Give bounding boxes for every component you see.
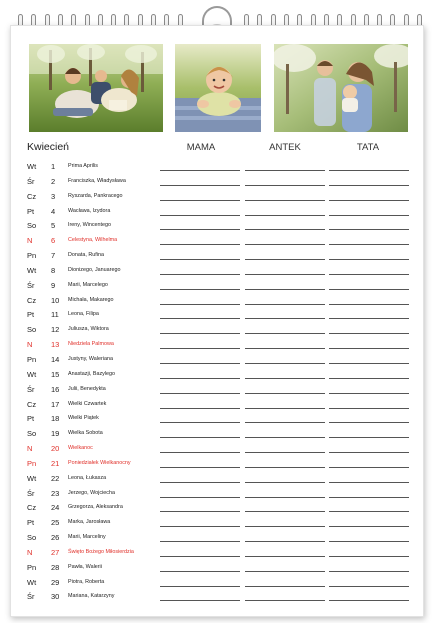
day-number: 21	[51, 458, 60, 468]
day-number: 26	[51, 533, 60, 543]
write-line-antek[interactable]	[245, 541, 325, 542]
write-line-antek[interactable]	[245, 600, 325, 601]
day-number: 9	[51, 280, 56, 290]
day-number: 15	[51, 369, 60, 379]
day-number: 23	[51, 488, 60, 498]
write-line-tata[interactable]	[329, 497, 409, 498]
write-line-mama[interactable]	[160, 422, 240, 423]
write-line-mama[interactable]	[160, 600, 240, 601]
day-row	[11, 575, 425, 590]
day-number: 1	[51, 162, 56, 171]
day-row	[11, 233, 425, 248]
weekday-abbrev: Pt	[27, 310, 35, 320]
weekday-abbrev: Cz	[27, 399, 37, 409]
write-line-antek[interactable]	[245, 422, 325, 423]
weekday-abbrev: Wt	[27, 265, 37, 275]
day-row	[11, 307, 425, 322]
day-number: 22	[51, 473, 60, 483]
family-photo-right	[274, 44, 408, 132]
day-row	[11, 278, 425, 293]
write-line-tata[interactable]	[329, 170, 409, 171]
write-line-tata[interactable]	[329, 259, 409, 260]
write-line-mama[interactable]	[160, 497, 240, 498]
write-line-mama[interactable]	[160, 378, 240, 379]
write-line-antek[interactable]	[245, 497, 325, 498]
weekday-abbrev: Śr	[27, 280, 35, 290]
write-line-mama[interactable]	[160, 571, 240, 572]
child-photo-middle	[175, 44, 261, 132]
name-day-text: Ireny, Wincentego	[68, 222, 112, 229]
write-line-tata[interactable]	[329, 318, 409, 319]
write-line-antek[interactable]	[245, 333, 325, 334]
weekday-abbrev: So	[27, 221, 37, 231]
day-number: 19	[51, 429, 60, 439]
write-line-mama[interactable]	[160, 482, 240, 483]
calendar-page	[10, 25, 424, 617]
write-line-mama[interactable]	[160, 200, 240, 201]
name-day-text: Donata, Rufina	[68, 252, 104, 259]
write-line-mama[interactable]	[160, 274, 240, 275]
day-row	[11, 545, 425, 560]
day-row	[11, 174, 425, 189]
weekday-abbrev: Śr	[27, 488, 35, 498]
write-line-mama[interactable]	[160, 541, 240, 542]
weekday-abbrev: Pn	[27, 458, 37, 468]
day-number: 30	[51, 592, 60, 602]
name-day-text: Wielki Czwartek	[68, 400, 107, 407]
write-line-mama[interactable]	[160, 393, 240, 394]
write-line-tata[interactable]	[329, 437, 409, 438]
write-line-antek[interactable]	[245, 571, 325, 572]
day-row	[11, 486, 425, 501]
day-number: 12	[51, 325, 60, 335]
write-line-antek[interactable]	[245, 393, 325, 394]
name-day-text: Celestyna, Wilhelma	[68, 237, 118, 244]
write-line-antek[interactable]	[245, 318, 325, 319]
day-number: 13	[51, 340, 60, 350]
write-line-antek[interactable]	[245, 304, 325, 305]
day-number: 6	[51, 236, 56, 246]
write-line-tata[interactable]	[329, 229, 409, 230]
name-day-text: Leona, Łukasza	[68, 474, 107, 481]
day-row	[11, 441, 425, 456]
day-number: 25	[51, 518, 60, 528]
name-day-text: Justyny, Waleriana	[68, 355, 113, 362]
day-list	[11, 159, 425, 604]
day-row	[11, 530, 425, 545]
day-row	[11, 159, 425, 174]
write-line-mama[interactable]	[160, 408, 240, 409]
weekday-abbrev: So	[27, 533, 37, 543]
write-line-tata[interactable]	[329, 600, 409, 601]
weekday-abbrev: Pt	[27, 206, 35, 216]
day-number: 3	[51, 191, 56, 201]
weekday-abbrev: Pn	[27, 354, 37, 364]
weekday-abbrev: N	[27, 236, 33, 246]
day-row	[11, 218, 425, 233]
write-line-antek[interactable]	[245, 185, 325, 186]
write-line-mama[interactable]	[160, 185, 240, 186]
day-row	[11, 500, 425, 515]
column-header-tata: TATA	[356, 142, 380, 153]
weekday-abbrev: Pn	[27, 251, 37, 261]
day-number: 29	[51, 577, 60, 587]
write-line-antek[interactable]	[245, 437, 325, 438]
day-row	[11, 515, 425, 530]
day-row	[11, 456, 425, 471]
day-row	[11, 367, 425, 382]
day-number: 20	[51, 444, 60, 454]
column-header-mama: MAMA	[186, 142, 216, 153]
write-line-tata[interactable]	[329, 511, 409, 512]
weekday-abbrev: N	[27, 340, 33, 350]
write-line-mama[interactable]	[160, 170, 240, 171]
day-row	[11, 382, 425, 397]
weekday-abbrev: N	[27, 444, 33, 454]
write-line-antek[interactable]	[245, 244, 325, 245]
day-number: 14	[51, 354, 60, 364]
write-line-mama[interactable]	[160, 467, 240, 468]
write-line-mama[interactable]	[160, 437, 240, 438]
write-line-antek[interactable]	[245, 348, 325, 349]
write-line-mama[interactable]	[160, 586, 240, 587]
day-row	[11, 293, 425, 308]
write-line-mama[interactable]	[160, 333, 240, 334]
day-number: 4	[51, 206, 56, 216]
name-day-text: Marka, Jarosława	[68, 519, 111, 526]
day-row	[11, 471, 425, 486]
weekday-abbrev: Śr	[27, 176, 35, 186]
family-photo-left	[29, 44, 163, 132]
write-line-mama[interactable]	[160, 304, 240, 305]
write-line-mama[interactable]	[160, 318, 240, 319]
day-row	[11, 248, 425, 263]
name-day-text: Wielkanoc	[68, 445, 93, 452]
write-line-antek[interactable]	[245, 586, 325, 587]
write-line-tata[interactable]	[329, 556, 409, 557]
write-line-antek[interactable]	[245, 170, 325, 171]
write-line-tata[interactable]	[329, 274, 409, 275]
name-day-text: Grzegorza, Aleksandra	[68, 504, 123, 511]
name-day-text: Michała, Makarego	[68, 296, 114, 303]
write-line-mama[interactable]	[160, 526, 240, 527]
write-line-mama[interactable]	[160, 511, 240, 512]
name-day-text: Prima Aprilis	[68, 163, 98, 169]
write-line-tata[interactable]	[329, 304, 409, 305]
write-line-tata[interactable]	[329, 215, 409, 216]
name-day-text: Anastazji, Bazylego	[68, 370, 116, 377]
write-line-tata[interactable]	[329, 393, 409, 394]
day-row	[11, 263, 425, 278]
write-line-tata[interactable]	[329, 422, 409, 423]
write-line-tata[interactable]	[329, 586, 409, 587]
write-line-tata[interactable]	[329, 289, 409, 290]
day-row	[11, 397, 425, 412]
day-number: 8	[51, 265, 56, 275]
day-row	[11, 322, 425, 337]
day-number: 5	[51, 221, 56, 231]
write-line-antek[interactable]	[245, 200, 325, 201]
day-number: 27	[51, 547, 60, 557]
write-line-antek[interactable]	[245, 467, 325, 468]
weekday-abbrev: Pt	[27, 414, 35, 424]
day-row	[11, 204, 425, 219]
write-line-mama[interactable]	[160, 348, 240, 349]
write-line-antek[interactable]	[245, 408, 325, 409]
column-header-antek: ANTEK	[269, 142, 301, 153]
write-line-tata[interactable]	[329, 408, 409, 409]
weekday-abbrev: Wt	[27, 162, 37, 171]
day-row	[11, 560, 425, 575]
day-number: 24	[51, 503, 60, 513]
day-row	[11, 426, 425, 441]
name-day-text: Jerzego, Wojciecha	[68, 489, 115, 496]
weekday-abbrev: Wt	[27, 369, 37, 379]
write-line-tata[interactable]	[329, 378, 409, 379]
write-line-antek[interactable]	[245, 556, 325, 557]
day-number: 16	[51, 384, 60, 394]
write-line-mama[interactable]	[160, 363, 240, 364]
write-line-tata[interactable]	[329, 200, 409, 201]
name-day-text: Poniedziałek Wielkanocny	[68, 459, 131, 466]
write-line-tata[interactable]	[329, 571, 409, 572]
day-row	[11, 337, 425, 352]
write-line-tata[interactable]	[329, 467, 409, 468]
name-day-text: Julii, Benedykta	[68, 385, 106, 392]
name-day-text: Wielka Sobota	[68, 430, 103, 437]
name-day-text: Franciszka, Władysława	[68, 177, 126, 184]
write-line-mama[interactable]	[160, 289, 240, 290]
weekday-abbrev: N	[27, 547, 33, 557]
weekday-abbrev: So	[27, 429, 37, 439]
name-day-text: Marii, Marceliny	[68, 534, 106, 541]
write-line-tata[interactable]	[329, 526, 409, 527]
name-day-text: Mariana, Katarzyny	[68, 593, 115, 600]
write-line-tata[interactable]	[329, 363, 409, 364]
day-number: 11	[51, 310, 59, 320]
write-line-antek[interactable]	[245, 215, 325, 216]
weekday-abbrev: Wt	[27, 577, 37, 587]
write-line-tata[interactable]	[329, 452, 409, 453]
write-line-antek[interactable]	[245, 363, 325, 364]
write-line-antek[interactable]	[245, 452, 325, 453]
name-day-text: Święto Bożego Miłosierdzia	[68, 548, 134, 555]
name-day-text: Ryszarda, Pankracego	[68, 192, 123, 199]
weekday-abbrev: Cz	[27, 503, 37, 513]
day-number: 18	[51, 414, 60, 424]
name-day-text: Leona, Filipa	[68, 311, 99, 318]
write-line-antek[interactable]	[245, 289, 325, 290]
write-line-antek[interactable]	[245, 482, 325, 483]
name-day-text: Wacława, Izydora	[68, 207, 111, 214]
day-row	[11, 589, 425, 604]
weekday-abbrev: Śr	[27, 592, 35, 602]
name-day-text: Juliusza, Wiktora	[68, 326, 109, 333]
write-line-antek[interactable]	[245, 378, 325, 379]
write-line-antek[interactable]	[245, 259, 325, 260]
write-line-mama[interactable]	[160, 259, 240, 260]
name-day-text: Dionizego, Januarego	[68, 266, 121, 273]
weekday-abbrev: Pn	[27, 562, 37, 572]
write-line-mama[interactable]	[160, 244, 240, 245]
day-number: 7	[51, 251, 56, 261]
weekday-abbrev: So	[27, 325, 37, 335]
day-row	[11, 411, 425, 426]
write-line-mama[interactable]	[160, 452, 240, 453]
weekday-abbrev: Cz	[27, 191, 37, 201]
write-line-antek[interactable]	[245, 526, 325, 527]
month-title: Kwiecień	[27, 141, 70, 153]
write-line-tata[interactable]	[329, 541, 409, 542]
day-number: 28	[51, 562, 60, 572]
write-line-antek[interactable]	[245, 511, 325, 512]
write-line-antek[interactable]	[245, 274, 325, 275]
write-line-antek[interactable]	[245, 229, 325, 230]
weekday-abbrev: Wt	[27, 473, 37, 483]
write-line-mama[interactable]	[160, 215, 240, 216]
name-day-text: Wielki Piątek	[68, 415, 99, 422]
day-row	[11, 352, 425, 367]
write-line-mama[interactable]	[160, 556, 240, 557]
day-number: 2	[51, 176, 56, 186]
weekday-abbrev: Pt	[27, 518, 35, 528]
name-day-text: Niedziela Palmowa	[68, 341, 114, 348]
day-number: 17	[51, 399, 60, 409]
write-line-mama[interactable]	[160, 229, 240, 230]
write-line-tata[interactable]	[329, 333, 409, 334]
weekday-abbrev: Cz	[27, 295, 37, 305]
weekday-abbrev: Śr	[27, 384, 35, 394]
name-day-text: Marii, Marcelego	[68, 281, 108, 288]
write-line-tata[interactable]	[329, 244, 409, 245]
write-line-tata[interactable]	[329, 348, 409, 349]
day-number: 10	[51, 295, 60, 305]
name-day-text: Piotra, Roberta	[68, 578, 105, 585]
name-day-text: Pawła, Walerii	[68, 563, 102, 570]
write-line-tata[interactable]	[329, 185, 409, 186]
write-line-tata[interactable]	[329, 482, 409, 483]
day-row	[11, 189, 425, 204]
